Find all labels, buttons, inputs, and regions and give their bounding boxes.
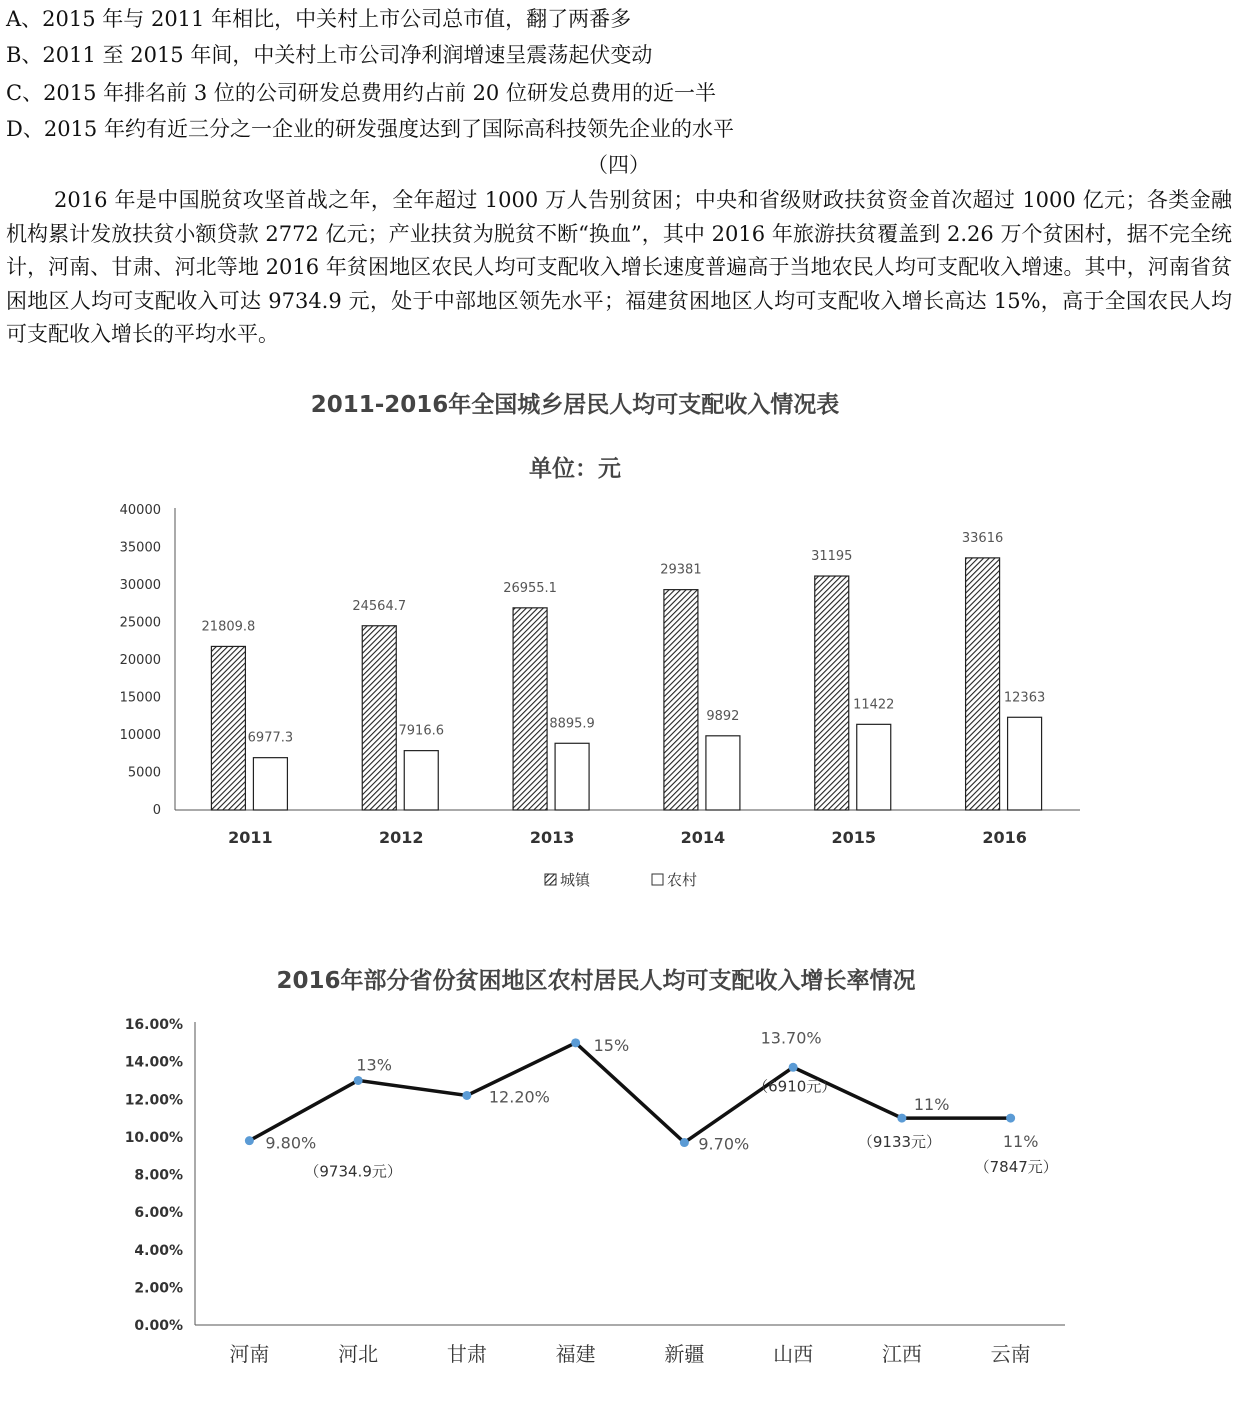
bar-chart-subtitle: 单位：元: [529, 456, 621, 482]
growth-income-note: （7847元）: [974, 1158, 1058, 1177]
bar-y-tick-label: 40000: [119, 503, 161, 518]
bar-urban-value-label: 26955.1: [503, 580, 557, 596]
bar-y-tick-label: 25000: [119, 615, 161, 631]
bar-urban: [664, 590, 698, 810]
line-y-tick-label: 4.00%: [134, 1242, 183, 1259]
line-chart-title: 2016年部分省份贫困地区农村居民人均可支配收入增长率情况: [276, 968, 916, 994]
bar-x-tick-label: 2012: [378, 828, 424, 847]
growth-data-point: [897, 1114, 906, 1123]
line-y-tick-label: 14.00%: [124, 1054, 183, 1071]
legend-label-urban: 城镇: [560, 871, 591, 889]
bar-y-tick-label: 15000: [119, 690, 161, 706]
bar-urban: [513, 608, 547, 810]
bar-y-tick-label: 10000: [119, 728, 161, 743]
growth-data-point: [462, 1091, 471, 1100]
growth-value-label: 9.70%: [698, 1134, 750, 1154]
bar-urban-value-label: 31195: [811, 549, 853, 565]
bar-y-tick-label: 5000: [127, 765, 161, 781]
line-y-tick-label: 0.00%: [134, 1318, 183, 1334]
bar-x-tick-label: 2013: [529, 828, 575, 847]
growth-data-point: [245, 1136, 254, 1145]
legend-label-rural: 农村: [667, 871, 698, 889]
option-c: C、2015 年排名前 3 位的公司研发总费用约占前 20 位研发总费用的近一半: [6, 81, 716, 105]
line-y-tick-label: 16.00%: [124, 1017, 183, 1033]
bar-rural: [706, 736, 740, 810]
body-paragraph: 2016 年是中国脱贫攻坚首战之年，全年超过 1000 万人告别贫困；中央和省级财政扶贫资金首次超过 1000 亿元；各类金融机构累计发放扶贫小额贷款 2772 亿元；产业扶贫为脱贫不断“换血”，其中 2016 年旅游扶贫覆盖到 2.26 万个贫困村，据不完全统计，河南、甘肃、河北等地 2016 年贫困地区农民人均可支配收入增长速度普遍高于当地农民人均可支配收入增速。其中，河南省贫困地区人均可支配收入可达 9734.9 元，处于中部地区领先水平；福建贫困地区人均可支配收入增长高达 15%，高于全国农民人均可支配收入增长的平均水平。: [6, 188, 1232, 346]
option-d: D、2015 年约有近三分之一企业的研发强度达到了国际高科技领先企业的水平: [6, 117, 734, 141]
growth-value-label: 9.80%: [265, 1133, 317, 1153]
line-x-tick-label: 河南: [229, 1342, 270, 1366]
bar-x-tick-label: 2016: [982, 828, 1027, 847]
bar-urban: [815, 576, 849, 810]
growth-data-point: [354, 1076, 363, 1085]
line-x-tick-label: 河北: [338, 1342, 379, 1366]
bar-y-tick-label: 35000: [119, 540, 161, 556]
line-x-tick-label: 云南: [990, 1342, 1031, 1366]
growth-data-point: [571, 1038, 580, 1047]
line-y-tick-label: 10.00%: [124, 1129, 183, 1146]
growth-value-label: 13%: [356, 1055, 392, 1075]
growth-data-point: [680, 1138, 689, 1147]
bar-x-tick-label: 2011: [228, 828, 273, 847]
bar-y-tick-label: 0: [152, 803, 161, 818]
bar-y-tick-label: 20000: [119, 653, 161, 668]
growth-line-chart: [0, 950, 1237, 1400]
bar-x-tick-label: 2015: [831, 828, 877, 847]
growth-data-point: [1006, 1114, 1015, 1123]
line-x-tick-label: 江西: [881, 1342, 922, 1366]
line-x-tick-label: 福建: [555, 1342, 596, 1366]
bar-rural: [857, 724, 891, 810]
bar-urban: [211, 646, 245, 810]
growth-income-note: （6910元）: [753, 1077, 837, 1096]
bar-rural: [253, 758, 287, 810]
bar-urban-value-label: 29381: [660, 562, 702, 578]
bar-y-tick-label: 30000: [119, 578, 161, 593]
bar-rural: [404, 751, 438, 810]
legend-swatch-urban: [545, 874, 556, 885]
line-y-tick-label: 2.00%: [134, 1280, 183, 1297]
growth-value-label: 13.70%: [760, 1028, 822, 1048]
growth-value-label: 12.20%: [488, 1087, 550, 1107]
growth-value-label: 15%: [593, 1035, 630, 1055]
bar-urban-value-label: 24564.7: [352, 598, 407, 614]
bar-rural: [555, 743, 589, 810]
option-a: A、2015 年与 2011 年相比，中关村上市公司总市值，翻了两番多: [6, 7, 632, 31]
income-bar-chart: [0, 370, 1237, 910]
growth-income-note: （9133元）: [857, 1133, 942, 1152]
growth-value-label: 11%: [913, 1095, 950, 1115]
bar-urban: [966, 558, 1000, 810]
legend-swatch-rural: [652, 874, 663, 885]
line-x-tick-label: 山西: [773, 1342, 814, 1366]
bar-rural-value-label: 9892: [706, 708, 740, 724]
line-y-tick-label: 8.00%: [134, 1167, 183, 1184]
growth-value-label: 11%: [1002, 1132, 1039, 1152]
growth-income-note: （9734.9元）: [304, 1162, 402, 1181]
bar-chart-title: 2011-2016年全国城乡居民人均可支配收入情况表: [310, 392, 840, 418]
section-label: （四）: [587, 153, 650, 177]
bar-urban-value-label: 33616: [961, 530, 1004, 546]
bar-rural-value-label: 8895.9: [549, 716, 595, 732]
line-y-tick-label: 6.00%: [134, 1205, 183, 1222]
bar-rural-value-label: 12363: [1003, 690, 1046, 706]
bar-urban-value-label: 21809.8: [201, 619, 256, 635]
bar-rural: [1008, 717, 1042, 810]
line-y-tick-label: 12.00%: [124, 1092, 183, 1109]
bar-x-tick-label: 2014: [680, 828, 726, 847]
line-x-tick-label: 新疆: [664, 1342, 705, 1366]
bar-urban: [362, 626, 396, 810]
bar-rural-value-label: 11422: [853, 697, 895, 713]
bar-rural-value-label: 7916.6: [398, 723, 444, 739]
line-x-tick-label: 甘肃: [446, 1342, 487, 1366]
bar-rural-value-label: 6977.3: [247, 730, 294, 746]
option-b: B、2011 至 2015 年间，中关村上市公司净利润增速呈震荡起伏变动: [6, 43, 653, 67]
growth-data-point: [789, 1063, 798, 1072]
